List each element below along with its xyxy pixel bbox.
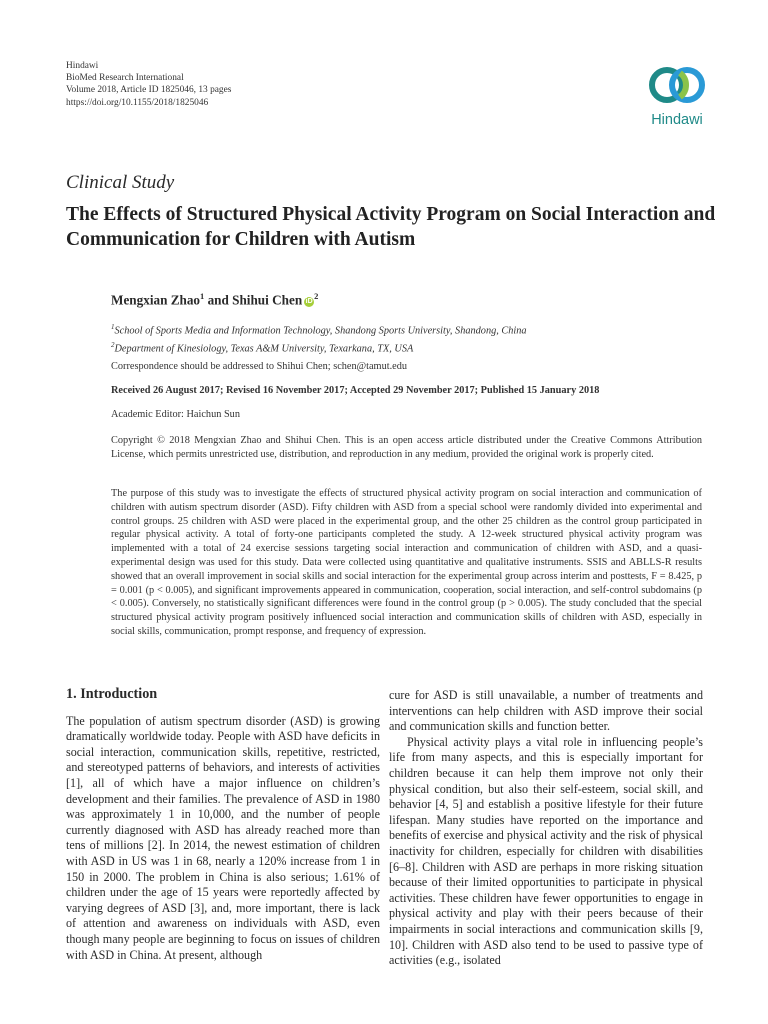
hindawi-logo-icon xyxy=(636,62,718,110)
author-conjunction: and xyxy=(204,292,233,308)
affiliation-text: Department of Kinesiology, Texas A&M University, Texarkana, TX, USA xyxy=(114,343,414,355)
author-list xyxy=(111,291,318,308)
copyright-notice: Copyright © 2018 Mengxian Zhao and Shihui Chen. This is an open access article distributed under the Creative Commons Attribution License, which permits unrestricted use, distribution, and reproduction in any medium, provided the original work is properly cited. xyxy=(111,435,702,460)
affiliation-line xyxy=(111,320,527,338)
publisher-name: Hindawi xyxy=(66,61,99,71)
affiliation-text: School of Sports Media and Information Technology, Shandong Sports University, Shandong, China xyxy=(114,325,527,337)
body-column-right xyxy=(389,688,703,969)
body-column-left xyxy=(66,685,380,963)
affiliation-line xyxy=(111,338,527,356)
body-paragraph: The population of autism spectrum disorder (ASD) is growing dramatically worldwide today. People with ASD have deficits in social interaction, communication skills, repetitive, restricted, and stereotyped patterns of behaviors, and interests of activities [1], all of which have a major influence on children’s development and their families. The prevalence of ASD in 1980 was approximately 1 in 10,000, and the number of people currently diagnosed with ASD has already reached more than tens of millions [2]. In 2014, the newest estimation of children with ASD in US was 1 in 68, nearly a 120% increase from 1 in 150 in 2000. The problem in China is also serious; 1.61% of children under the age of 15 years were reportedly affected by varying degrees of ASD [3], and, more important, there is lack of attention and awareness on individuals with ASD, even though many people are beginning to focus on issues of children with ASD in China. At present, although xyxy=(66,713,380,962)
body-paragraph: cure for ASD is still unavailable, a number of treatments and interventions can help children with ASD improve their social and communication skills and function better. xyxy=(389,688,703,734)
journal-header xyxy=(66,60,231,109)
section-heading: 1. Introduction xyxy=(66,686,158,702)
author-name: Shihui Chen xyxy=(232,292,303,308)
doi-link[interactable]: https://doi.org/10.1155/2018/1825046 xyxy=(66,97,209,108)
academic-editor: Academic Editor: Haichun Sun xyxy=(111,409,240,420)
study-type: Clinical Study xyxy=(66,172,175,193)
orcid-icon[interactable]: iD xyxy=(305,298,313,306)
hindawi-logo xyxy=(636,62,718,132)
author-affil-sup: 2 xyxy=(314,291,319,301)
journal-name: BioMed Research International xyxy=(66,73,184,84)
logo-wordmark: Hindawi xyxy=(651,112,703,128)
publication-dates: Received 26 August 2017; Revised 16 November 2017; Accepted 29 November 2017; Published 15 January 2018 xyxy=(111,385,600,396)
author-affil-sup: 1 xyxy=(200,291,205,301)
abstract: The purpose of this study was to investigate the effects of structured physical activity program on social interaction and communication of children with autism spectrum disorder (ASD). Fifty children with ASD from a special school were randomly divided into experimental and control groups. 25 children with ASD were placed in the experimental group, and the other 25 children as the control group participated in regular physical activity. A total of forty-one participants completed the study. A 12-week structured physical activity program was implemented with a total of 24 exercise sessions targeting social interaction and communication of children with ASD, and a quasi-experimental design was used for this study. Data were collected using quantitative and qualitative instruments. SSIS and ABLLS-R results showed that an overall improvement in social skills and social interaction for the experimental group across interim and posttests, F = 8.425, p = 0.001 (p < 0.005), and significant improvements appeared in communication, cooperation, social interaction, and self-control subdomains (p < 0.005). Conversely, no statistically significant differences were found in the control group (p > 0.005). The study concluded that the special structured physical activity program positively influenced social interaction and communication skills of children with ASD, especially in social skills, communication, prompt response, and frequency of expression. xyxy=(111,488,702,637)
body-paragraph: Physical activity plays a vital role in influencing people’s life from many aspects, and this is especially important for children because it can help them improve not only their physical condition, but also their self-esteem, social skill, and behavior [4, 5] and establish a positive lifestyle for their future lifespan. Many studies have reported on the importance and benefits of exercise and physical activity and the risk of physical inactivity for children, especially for children with disabilities [6–8]. Children with ASD are perhaps in more risking situation because of their limited opportunities to participate in physical activities. These children have fewer opportunities to engage in physical activity and play with their peers because of their impairments in social interactions and communication skills [9, 10]. Children with ASD also tend to be used to passive type of activities (e.g., isolated xyxy=(389,734,703,968)
affiliation-sup: 1 xyxy=(111,323,115,331)
volume-info: Volume 2018, Article ID 1825046, 13 pages xyxy=(66,85,232,96)
author-name: Mengxian Zhao xyxy=(111,292,201,308)
affiliation-sup: 2 xyxy=(111,341,115,350)
affiliations xyxy=(111,320,527,357)
article-title: The Effects of Structured Physical Activity Program on Social Interaction and Communication for Children with Autism xyxy=(66,204,716,250)
correspondence: Correspondence should be addressed to Shihui Chen; schen@tamut.edu xyxy=(111,361,408,372)
